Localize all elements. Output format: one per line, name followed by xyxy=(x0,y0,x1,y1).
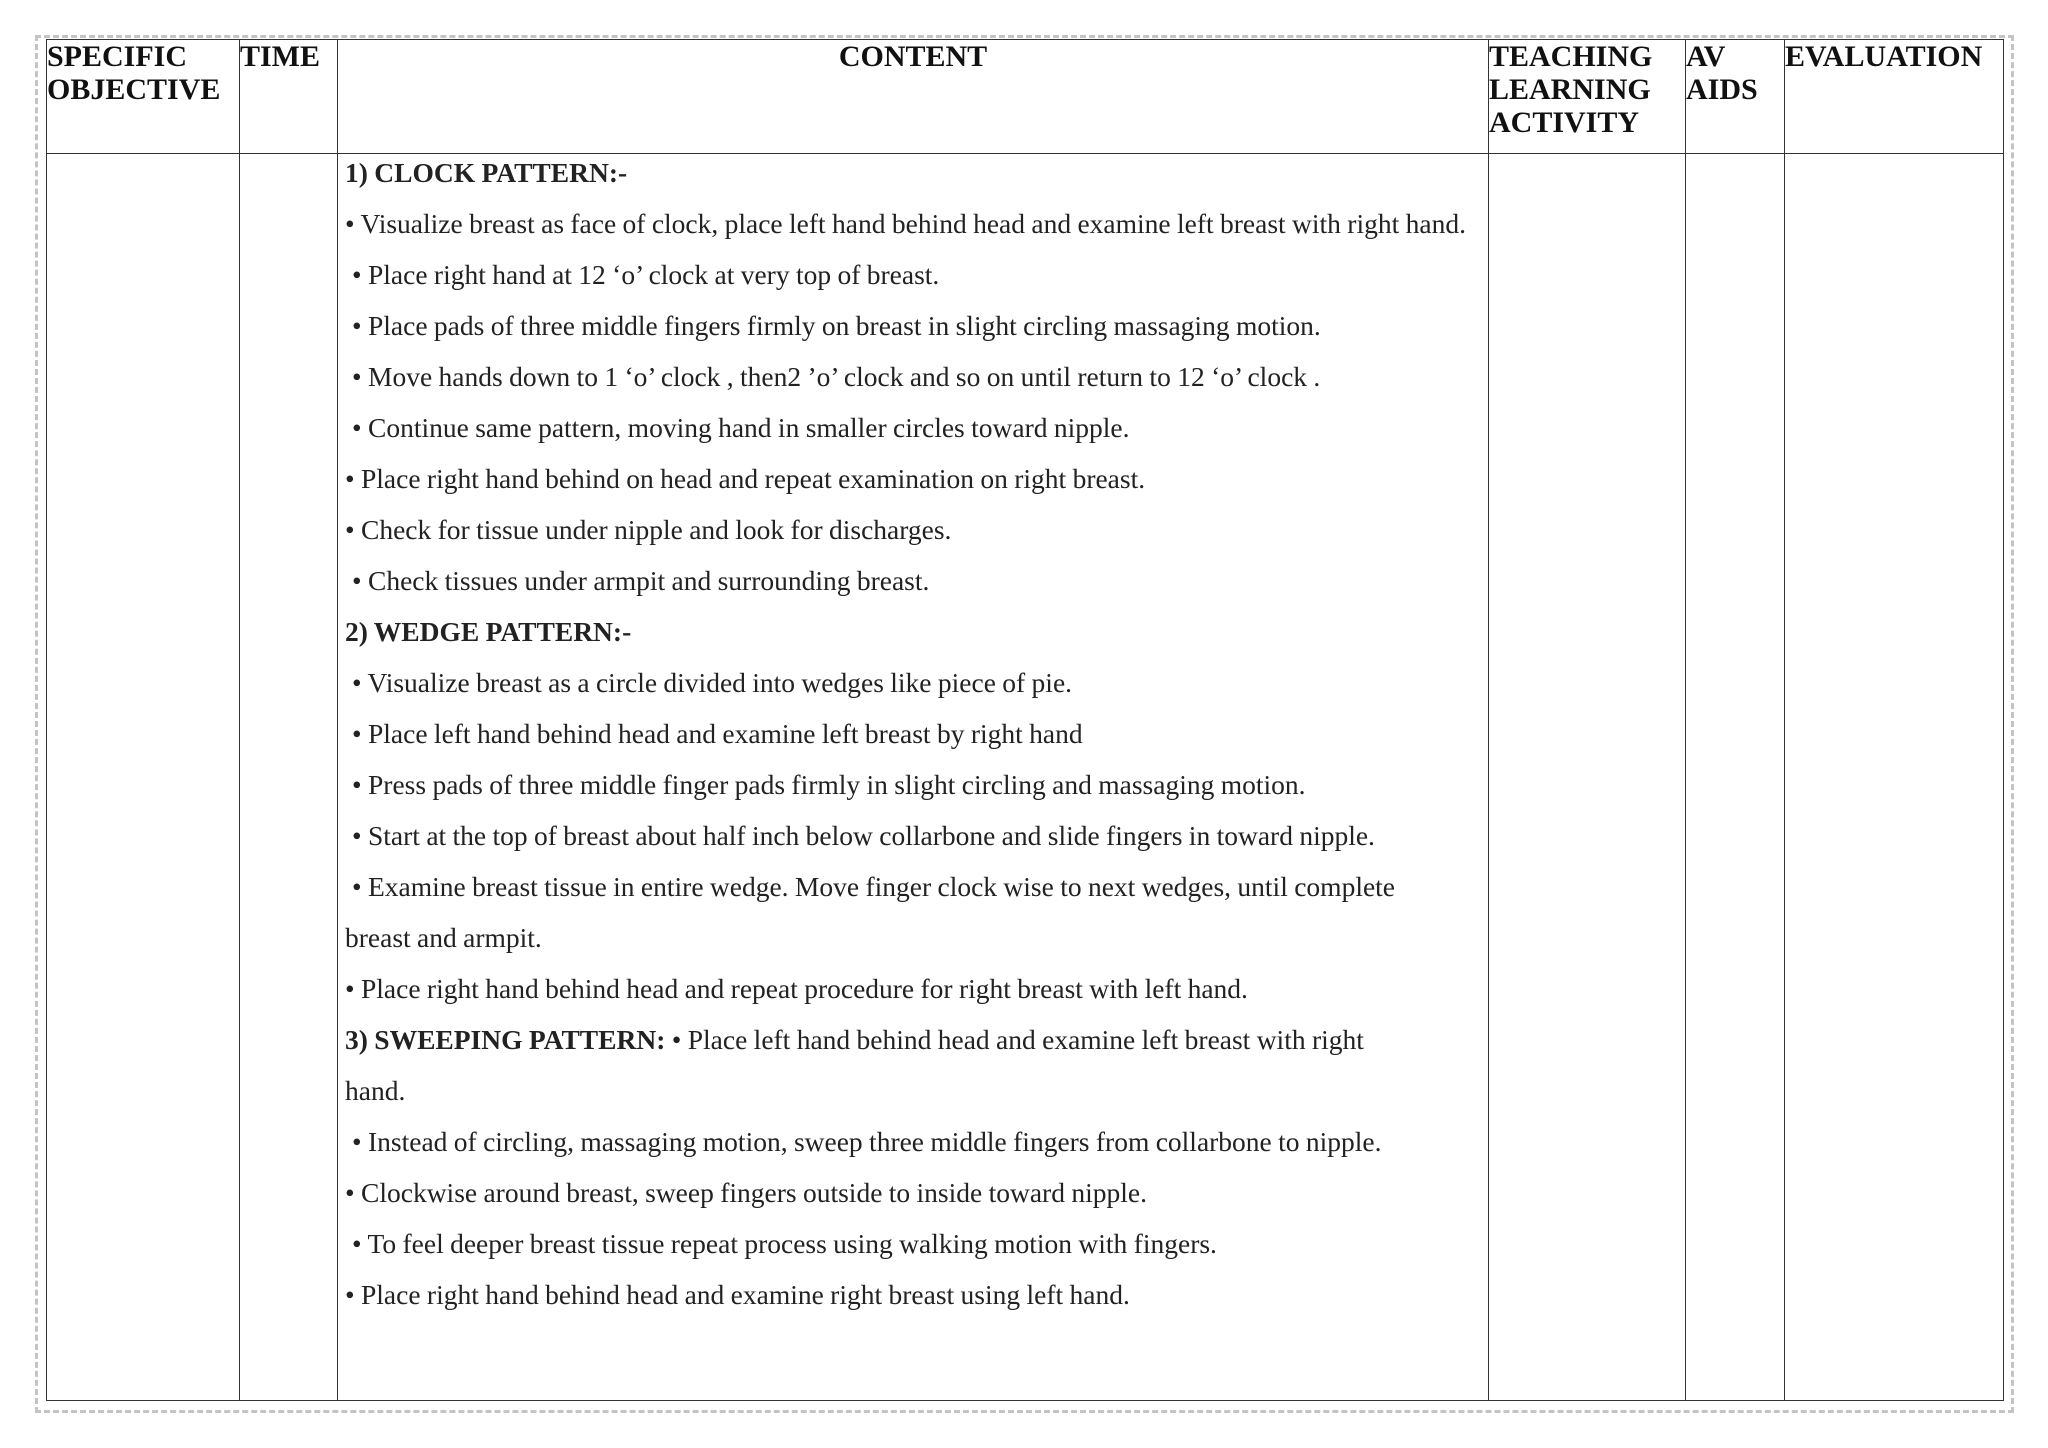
content-line: • Start at the top of breast about half inch below collarbone and slide fingers in toward nipple. xyxy=(352,820,1375,851)
content-line: • Clockwise around breast, sweep fingers outside to inside toward nipple. xyxy=(345,1177,1147,1208)
lesson-plan-table xyxy=(46,39,2004,1401)
cell-av-aids xyxy=(1686,154,1785,1401)
sweeping-pattern-heading: 3) SWEEPING PATTERN: xyxy=(345,1024,666,1055)
content-line: • Place right hand behind head and examine right breast using left hand. xyxy=(345,1279,1130,1310)
content-line: • Check for tissue under nipple and look for discharges. xyxy=(345,514,952,545)
content-line: • Check tissues under armpit and surrounding breast. xyxy=(352,565,930,596)
cell-time xyxy=(240,154,338,1401)
cell-specific-objective xyxy=(47,154,240,1401)
content-line: hand. xyxy=(345,1075,406,1106)
cell-content xyxy=(338,154,1489,1401)
sweeping-pattern-line xyxy=(345,1023,1480,1057)
header-specific-objective: SPECIFIC OBJECTIVE xyxy=(47,40,240,154)
content-line: • Place right hand behind head and repeat procedure for right breast with left hand. xyxy=(345,973,1248,1004)
content-line: • Examine breast tissue in entire wedge. Move finger clock wise to next wedges, until complete xyxy=(352,871,1396,902)
content-line: • Visualize breast as face of clock, place left hand behind head and examine left breast with right hand. xyxy=(345,208,1466,239)
content-line: breast and armpit. xyxy=(345,922,542,953)
content-line: • Move hands down to 1 ‘o’ clock , then2 ’o’ clock and so on until return to 12 ‘o’ clock . xyxy=(352,361,1321,392)
header-evaluation: EVALUATION xyxy=(1785,40,2004,154)
header-time: TIME xyxy=(240,40,338,154)
content-line: • Press pads of three middle finger pads firmly in slight circling and massaging motion. xyxy=(352,769,1306,800)
body-row xyxy=(47,154,2004,1401)
content-line: • Instead of circling, massaging motion, sweep three middle fingers from collarbone to nipple. xyxy=(352,1126,1382,1157)
header-content: CONTENT xyxy=(338,40,1489,154)
content-text: • Place left hand behind head and examine left breast with right xyxy=(665,1024,1364,1055)
content-line: • Continue same pattern, moving hand in smaller circles toward nipple. xyxy=(352,412,1130,443)
cell-evaluation xyxy=(1785,154,2004,1401)
content-line: • Place right hand behind on head and repeat examination on right breast. xyxy=(345,463,1146,494)
wedge-pattern-heading: 2) WEDGE PATTERN:- xyxy=(345,616,632,647)
content-line: • To feel deeper breast tissue repeat process using walking motion with fingers. xyxy=(352,1228,1217,1259)
content-line: • Place right hand at 12 ‘o’ clock at very top of breast. xyxy=(352,259,940,290)
content-line: • Visualize breast as a circle divided into wedges like piece of pie. xyxy=(352,667,1073,698)
content-line: • Place left hand behind head and examine left breast by right hand xyxy=(352,718,1083,749)
header-teaching-learning-activity: TEACHING LEARNING ACTIVITY xyxy=(1489,40,1686,154)
header-row xyxy=(47,40,2004,154)
content-line: • Place pads of three middle fingers firmly on breast in slight circling massaging motion. xyxy=(352,310,1321,341)
cell-teaching-learning-activity xyxy=(1489,154,1686,1401)
header-av-aids: AV AIDS xyxy=(1686,40,1785,154)
clock-pattern-heading: 1) CLOCK PATTERN:- xyxy=(345,157,628,188)
